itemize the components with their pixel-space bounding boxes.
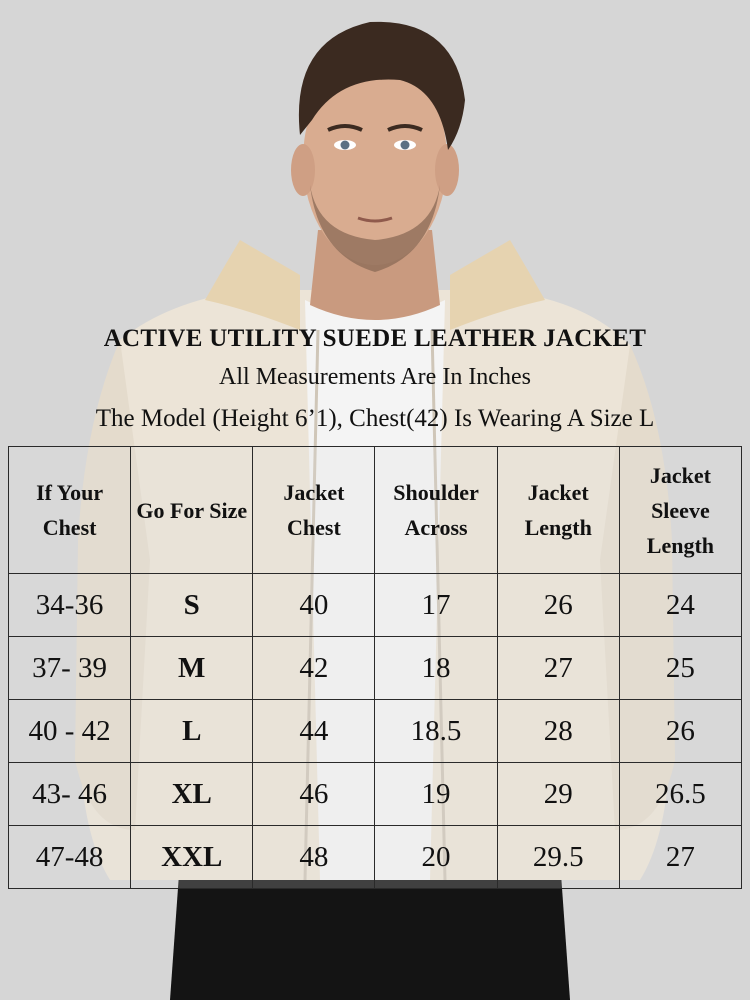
shoulder-across-cell: 18.5 bbox=[375, 700, 497, 763]
shoulder-across-cell: 20 bbox=[375, 826, 497, 889]
shoulder-across-cell: 18 bbox=[375, 637, 497, 700]
jacket-chest-cell: 42 bbox=[253, 637, 375, 700]
shoulder-across-cell: 17 bbox=[375, 574, 497, 637]
header-jacket-length: Jacket Length bbox=[497, 447, 619, 574]
table-row bbox=[9, 700, 742, 763]
chest-range-cell: 40 - 42 bbox=[9, 700, 131, 763]
chest-range-cell: 43- 46 bbox=[9, 763, 131, 826]
size-cell: XXL bbox=[131, 826, 253, 889]
header-go-for-size: Go For Size bbox=[131, 447, 253, 574]
jacket-chest-cell: 44 bbox=[253, 700, 375, 763]
jacket-length-cell: 27 bbox=[497, 637, 619, 700]
model-size-note: The Model (Height 6’1), Chest(42) Is Wearing A Size L bbox=[95, 405, 655, 432]
size-cell: L bbox=[131, 700, 253, 763]
table-row bbox=[9, 574, 742, 637]
chest-range-cell: 47-48 bbox=[9, 826, 131, 889]
table-row bbox=[9, 826, 742, 889]
sleeve-length-cell: 26 bbox=[619, 700, 741, 763]
size-cell: S bbox=[131, 574, 253, 637]
shoulder-across-cell: 19 bbox=[375, 763, 497, 826]
product-title: ACTIVE UTILITY SUEDE LEATHER JACKET bbox=[103, 325, 647, 352]
jacket-chest-cell: 46 bbox=[253, 763, 375, 826]
jacket-chest-cell: 48 bbox=[253, 826, 375, 889]
jacket-length-cell: 29 bbox=[497, 763, 619, 826]
jacket-length-cell: 29.5 bbox=[497, 826, 619, 889]
sleeve-length-cell: 27 bbox=[619, 826, 741, 889]
sleeve-length-cell: 24 bbox=[619, 574, 741, 637]
sleeve-length-cell: 25 bbox=[619, 637, 741, 700]
jacket-length-cell: 26 bbox=[497, 574, 619, 637]
header-shoulder-across: Shoulder Across bbox=[375, 447, 497, 574]
chest-range-cell: 37- 39 bbox=[9, 637, 131, 700]
size-cell: XL bbox=[131, 763, 253, 826]
table-row bbox=[9, 637, 742, 700]
measurement-units-note: All Measurements Are In Inches bbox=[219, 364, 531, 390]
header-jacket-sleeve-length: Jacket Sleeve Length bbox=[619, 447, 741, 574]
table-header-row bbox=[9, 447, 742, 574]
jacket-chest-cell: 40 bbox=[253, 574, 375, 637]
chest-range-cell: 34-36 bbox=[9, 574, 131, 637]
sleeve-length-cell: 26.5 bbox=[619, 763, 741, 826]
table-row bbox=[9, 763, 742, 826]
header-jacket-chest: Jacket Chest bbox=[253, 447, 375, 574]
size-chart-table bbox=[8, 446, 742, 889]
jacket-length-cell: 28 bbox=[497, 700, 619, 763]
heading-block bbox=[0, 322, 750, 436]
size-cell: M bbox=[131, 637, 253, 700]
header-if-your-chest: If Your Chest bbox=[9, 447, 131, 574]
